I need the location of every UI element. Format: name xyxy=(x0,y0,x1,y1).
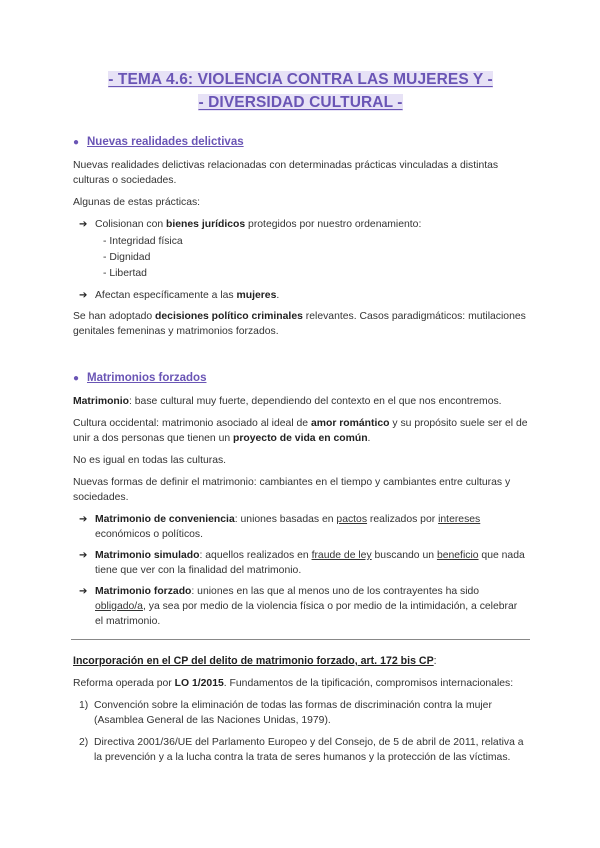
text: buscando un xyxy=(371,550,437,561)
section-heading-nuevas-realidades xyxy=(73,134,528,151)
section-heading-matrimonios-forzados xyxy=(73,370,528,387)
text: Cultura occidental: matrimonio asociado al ideal de xyxy=(73,418,311,429)
section-heading-text: Nuevas realidades delictivas xyxy=(87,136,244,148)
divider xyxy=(71,639,530,640)
sub-list xyxy=(95,234,528,282)
list-item xyxy=(73,548,528,578)
paragraph: Nuevas realidades delictivas relacionadas con determinadas prácticas vinculadas a distintas culturas o sociedades. xyxy=(73,160,499,186)
underlined-text: intereses xyxy=(438,514,481,525)
text: protegidos por nuestro ordenamiento: xyxy=(245,219,422,230)
paragraph xyxy=(73,676,528,691)
text: Se han adoptado xyxy=(73,311,156,322)
sub-list-item: - Dignidad xyxy=(103,252,151,263)
page-title xyxy=(73,68,528,114)
arrow-right-icon: ➔ xyxy=(79,290,88,301)
text: : aquellos realizados en xyxy=(199,550,312,561)
subsection-heading-text: Incorporación en el CP del delito de matrimonio forzado, art. 172 bis CP xyxy=(73,655,434,667)
text: Convención sobre la eliminación de todas las formas de discriminación contra la mujer (Asamblea General de las Naciones Unidas, 1979). xyxy=(94,700,492,726)
list-number: 2) xyxy=(79,737,89,748)
bullet-icon: ● xyxy=(73,137,80,148)
text: Colisionan con xyxy=(95,219,167,230)
text: Directiva 2001/36/UE del Parlamento Europeo y del Consejo, de 5 de abril de 2011, relativa a la prevención y a la lucha contra la trata de seres humanos y la protección de las víctimas. xyxy=(94,737,524,763)
list-item xyxy=(73,288,528,303)
text: relevantes. Casos paradigmáticos: mutilaciones genitales femeninas y matrimonios forzados. xyxy=(73,311,526,337)
sub-list-item: - Libertad xyxy=(103,268,147,279)
text: : uniones en las que al menos uno de los contrayentes ha sido xyxy=(191,586,480,597)
list-item xyxy=(73,512,528,542)
text: . xyxy=(367,433,371,444)
paragraph xyxy=(73,394,528,409)
list-item xyxy=(73,735,528,765)
text: , ya sea por medio de la violencia física o por medio de la intimidación, a celebrar el matrimonio. xyxy=(95,601,518,627)
paragraph: Nuevas formas de definir el matrimonio: cambiantes en el tiempo y cambiantes entre culturas y sociedades. xyxy=(73,477,511,503)
marriage-types-list xyxy=(73,512,528,629)
bold-text: Matrimonio simulado xyxy=(95,550,200,561)
underlined-text: beneficio xyxy=(436,550,479,561)
underlined-text: pactos xyxy=(336,514,368,525)
text: Afectan específicamente a las xyxy=(95,290,237,301)
bold-text: bienes jurídicos xyxy=(166,219,246,230)
arrow-right-icon: ➔ xyxy=(79,514,88,525)
list-number: 1) xyxy=(79,700,89,711)
practices-list xyxy=(73,217,528,303)
list-item xyxy=(73,217,528,282)
bold-text: Matrimonio de conveniencia xyxy=(95,514,235,525)
bold-text: Matrimonio xyxy=(73,396,129,407)
bold-text: LO 1/2015 xyxy=(174,678,224,689)
underlined-text: fraude de ley xyxy=(311,550,372,561)
paragraph: No es igual en todas las culturas. xyxy=(73,455,227,466)
arrow-right-icon: ➔ xyxy=(79,550,88,561)
bold-text: Matrimonio forzado xyxy=(95,586,192,597)
title-line-1: - TEMA 4.6: VIOLENCIA CONTRA LAS MUJERES Y - xyxy=(108,71,493,88)
text: realizados por xyxy=(367,514,439,525)
list-item xyxy=(73,698,528,728)
text: : base cultural muy fuerte, dependiendo del contexto en el que nos encontremos. xyxy=(129,396,502,407)
paragraph xyxy=(73,416,528,446)
text: que nada tiene que ver con la finalidad del matrimonio. xyxy=(95,550,525,576)
underlined-text: obligado/a xyxy=(95,601,143,612)
bold-text: amor romántico xyxy=(310,418,390,429)
sub-list-item: - Integridad física xyxy=(103,236,183,247)
text: económicos o políticos. xyxy=(95,529,204,540)
text: . Fundamentos de la tipificación, compromisos internacionales: xyxy=(223,678,514,689)
section-heading-text: Matrimonios forzados xyxy=(87,372,207,384)
text: y su propósito suele ser el de unir a dos personas que tienen un xyxy=(73,418,528,444)
text: : xyxy=(433,655,437,667)
paragraph: Algunas de estas prácticas: xyxy=(73,197,201,208)
text: : uniones basadas en xyxy=(234,514,337,525)
bullet-icon: ● xyxy=(73,373,80,384)
arrow-right-icon: ➔ xyxy=(79,586,88,597)
subsection-heading xyxy=(73,654,528,669)
text: Reforma operada por xyxy=(73,678,175,689)
commitments-list xyxy=(73,698,528,765)
list-item xyxy=(73,584,528,629)
bold-text: mujeres xyxy=(236,290,277,301)
paragraph xyxy=(73,309,528,339)
arrow-right-icon: ➔ xyxy=(79,219,88,230)
bold-text: decisiones político criminales xyxy=(155,311,303,322)
spacer xyxy=(73,346,528,370)
title-line-2: - DIVERSIDAD CULTURAL - xyxy=(198,94,403,111)
bold-text: proyecto de vida en común xyxy=(233,433,368,444)
text: . xyxy=(276,290,280,301)
